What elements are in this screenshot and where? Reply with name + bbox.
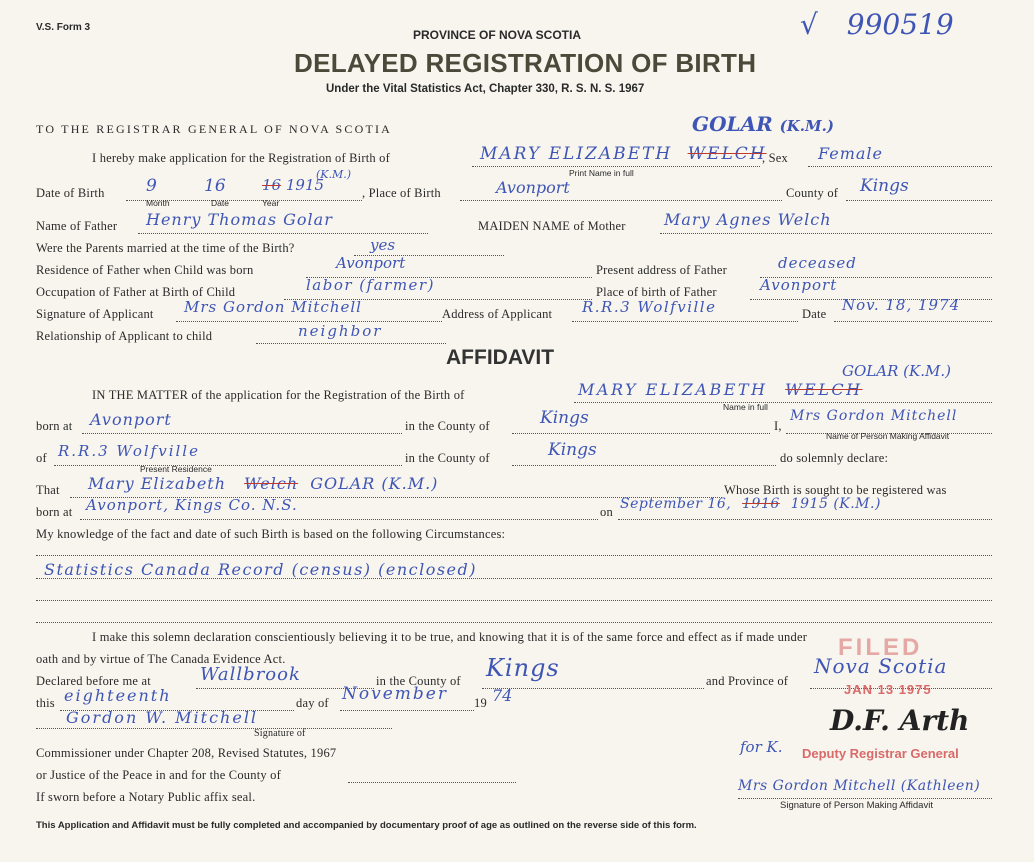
affiant-signature-caption: Signature of Person Making Affidavit bbox=[780, 800, 933, 811]
justice-line: or Justice of the Peace in and for the County of bbox=[36, 768, 281, 782]
stamp-handwritten: for K. bbox=[740, 738, 783, 756]
footer-note: This Application and Affidavit must be fully completed and accompanied by documentary proof of age as outlined on the reverse side of this form. bbox=[36, 820, 697, 831]
deputy-registrar-stamp: Deputy Registrar General bbox=[802, 746, 959, 761]
date-value: Nov. 18, 1974 bbox=[842, 296, 961, 314]
dob-day: 16 bbox=[204, 176, 226, 196]
province-label: and Province of bbox=[706, 674, 789, 688]
declared-at: Wallbrook bbox=[200, 664, 301, 685]
stamp-initials: D.F. Arth bbox=[830, 704, 970, 737]
residence-caption: Present Residence bbox=[140, 464, 212, 474]
day-value: eighteenth bbox=[64, 686, 172, 705]
filed-stamp: FILED bbox=[838, 634, 923, 661]
province-value: Nova Scotia bbox=[814, 654, 948, 678]
county-label-4: in the County of bbox=[376, 674, 461, 688]
applicant-address: R.R.3 Wolfville bbox=[582, 298, 717, 316]
relationship-value: neighbor bbox=[298, 322, 383, 340]
page-title: DELAYED REGISTRATION OF BIRTH bbox=[294, 48, 757, 78]
county-label-2: in the County of bbox=[405, 419, 490, 433]
dob-month: 9 bbox=[146, 176, 157, 196]
residence-value: Avonport bbox=[336, 254, 406, 272]
knowledge-text: My knowledge of the fact and date of such Birth is based on the following Circumstances: bbox=[36, 527, 506, 541]
commissioner-line: Commissioner under Chapter 208, Revised Statutes, 1967 bbox=[36, 746, 337, 760]
declared-label: Declared before me at bbox=[36, 674, 151, 688]
month-caption: Month bbox=[146, 198, 170, 208]
pob-label: , Place of Birth bbox=[362, 186, 441, 200]
name-in-full-caption: Name in full bbox=[723, 402, 768, 412]
county-label-3: in the County of bbox=[405, 451, 490, 465]
county-value-3: Kings bbox=[548, 440, 597, 460]
sex-value: Female bbox=[818, 144, 883, 163]
year-prefix: 19 bbox=[474, 696, 487, 710]
stamp-date: JAN 13 1975 bbox=[844, 682, 932, 697]
name-caption: Print Name in full bbox=[569, 168, 634, 178]
month-value: November bbox=[342, 684, 448, 704]
occupation-value: labor (farmer) bbox=[306, 276, 435, 294]
affiant-signature: Mrs Gordon Mitchell (Kathleen) bbox=[738, 778, 981, 794]
affiant-caption: Name of Person Making Affidavit bbox=[826, 431, 950, 441]
present-addr-label: Present address of Father bbox=[596, 263, 728, 277]
day-caption: Date bbox=[211, 198, 229, 208]
on-date: September 16, 1916 1915 (K.M.) bbox=[620, 496, 881, 512]
dob-initials: (K.M.) bbox=[316, 168, 352, 181]
relationship-label: Relationship of Applicant to child bbox=[36, 329, 213, 343]
this-label: this bbox=[36, 696, 55, 710]
on-label: on bbox=[600, 505, 613, 519]
mother-label: MAIDEN NAME of Mother bbox=[478, 219, 626, 233]
form-number: V.S. Form 3 bbox=[36, 22, 91, 33]
child-name: MARY ELIZABETH WELCH bbox=[480, 144, 767, 164]
affidavit-heading: AFFIDAVIT bbox=[446, 346, 555, 369]
that-label: That bbox=[36, 483, 60, 497]
married-label: Were the Parents married at the time of the Birth? bbox=[36, 241, 295, 255]
dob-label: Date of Birth bbox=[36, 186, 105, 200]
whose-text: Whose Birth is sought to be registered was bbox=[724, 483, 947, 497]
i-label: I, bbox=[774, 419, 782, 433]
matter-text: IN THE MATTER of the application for the Registration of the Birth of bbox=[92, 388, 465, 402]
born-at-label: born at bbox=[36, 419, 73, 433]
that-name: Mary Elizabeth Welch GOLAR (K.M.) bbox=[88, 474, 439, 493]
solemn-line-2: oath and by virtue of The Canada Evidence Act. bbox=[36, 652, 286, 666]
dob-year: 16 1915 bbox=[262, 176, 325, 194]
date-label: Date bbox=[802, 307, 827, 321]
county-value: Kings bbox=[860, 176, 909, 196]
father-label: Name of Father bbox=[36, 219, 118, 233]
born-at-label-2: born at bbox=[36, 505, 73, 519]
province-heading: PROVINCE OF NOVA SCOTIA bbox=[413, 28, 582, 42]
registration-number-value: 990519 bbox=[846, 8, 954, 41]
born-at-value-2: Avonport, Kings Co. N.S. bbox=[86, 496, 298, 514]
sex-label: , Sex bbox=[762, 151, 788, 165]
address-label: Address of Applicant bbox=[442, 307, 553, 321]
affidavit-correction: GOLAR (K.M.) bbox=[842, 362, 951, 380]
county-label: County of bbox=[786, 186, 839, 200]
of-label: of bbox=[36, 451, 47, 465]
registration-number bbox=[800, 8, 954, 41]
check-mark-icon: √ bbox=[800, 8, 818, 41]
solemn-line-1: I make this solemn declaration conscientiously believing it to be true, and knowing that it is of the same force and effect as if made under bbox=[92, 630, 808, 644]
year-caption: Year bbox=[262, 198, 280, 208]
affiant-name: Mrs Gordon Mitchell bbox=[790, 408, 958, 424]
father-pob-label: Place of birth of Father bbox=[596, 285, 717, 299]
subtitle: Under the Vital Statistics Act, Chapter 330, R. S. N. S. 1967 bbox=[326, 83, 645, 95]
to-registrar: TO THE REGISTRAR GENERAL OF NOVA SCOTIA bbox=[36, 122, 393, 136]
born-at-value: Avonport bbox=[90, 410, 172, 429]
applicant-signature: Mrs Gordon Mitchell bbox=[184, 298, 362, 316]
pob-value: Avonport bbox=[496, 178, 570, 197]
father-pob-value: Avonport bbox=[760, 276, 838, 294]
correction-surname: GOLAR (K.M.) bbox=[692, 112, 834, 136]
married-value: yes bbox=[370, 236, 396, 254]
notary-line: If sworn before a Notary Public affix seal. bbox=[36, 790, 256, 804]
year-value: 74 bbox=[492, 686, 513, 705]
residence-label: Residence of Father when Child was born bbox=[36, 263, 254, 277]
present-addr-value: deceased bbox=[778, 254, 857, 272]
signature-label: Signature of Applicant bbox=[36, 307, 154, 321]
signature-of-caption: Signature of bbox=[254, 728, 306, 739]
affidavit-child-name: MARY ELIZABETH WELCH bbox=[578, 380, 863, 399]
occupation-label: Occupation of Father at Birth of Child bbox=[36, 285, 236, 299]
county-value-4: Kings bbox=[486, 654, 560, 682]
circumstances: Statistics Canada Record (census) (enclosed) bbox=[44, 560, 477, 579]
day-of-label: day of bbox=[296, 696, 329, 710]
county-value-2: Kings bbox=[540, 408, 589, 428]
application-intro: I hereby make application for the Registration of Birth of bbox=[92, 151, 390, 165]
commissioner-signature: Gordon W. Mitchell bbox=[66, 708, 259, 727]
father-value: Henry Thomas Golar bbox=[146, 210, 333, 229]
affiant-residence: R.R.3 Wolfville bbox=[58, 442, 200, 460]
mother-value: Mary Agnes Welch bbox=[664, 210, 832, 229]
declare-text: do solemnly declare: bbox=[780, 451, 889, 465]
